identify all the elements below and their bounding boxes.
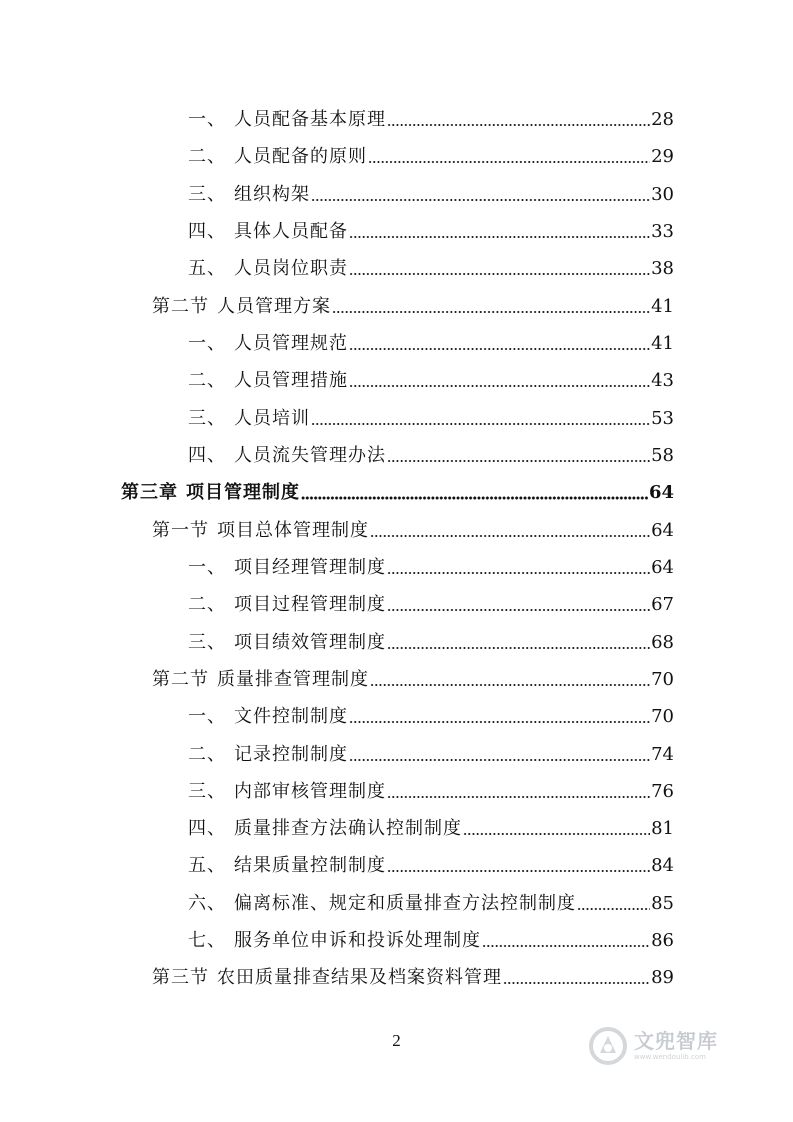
dot-leader	[301, 474, 648, 511]
toc-entry-title: 项目绩效管理制度	[234, 632, 386, 653]
toc-entry[interactable]	[188, 624, 674, 661]
toc-entry-label	[188, 736, 348, 773]
dot-leader	[387, 773, 650, 810]
toc-entry[interactable]	[188, 847, 674, 884]
toc-entry-title: 记录控制制度	[234, 744, 348, 765]
dot-leader	[387, 101, 650, 138]
toc-entry-label	[152, 661, 369, 698]
toc-entry-title: 结果质量控制制度	[234, 855, 386, 876]
toc-entry-page: 30	[651, 184, 674, 205]
toc-entry-number: 二、	[188, 744, 226, 765]
toc-entry[interactable]	[188, 549, 674, 586]
watermark-logo	[588, 1020, 748, 1072]
dot-leader	[349, 362, 650, 399]
toc-entry-title: 文件控制制度	[234, 706, 348, 727]
toc-entry-title: 人员管理方案	[217, 296, 331, 317]
toc-entry-number: 一、	[188, 557, 226, 578]
toc-entry[interactable]	[188, 810, 674, 847]
toc-entry[interactable]	[188, 101, 674, 138]
dot-leader	[311, 400, 650, 437]
toc-entry-label	[152, 959, 502, 996]
toc-entry-number: 四、	[188, 445, 226, 466]
watermark-url: www.wendoulib.com	[634, 1053, 706, 1061]
toc-entry-title: 人员配备基本原理	[234, 109, 386, 130]
toc-entry-page: 67	[651, 594, 674, 615]
toc-entry-label	[188, 549, 386, 586]
toc-entry-page: 70	[651, 706, 674, 727]
toc-entry-label	[121, 474, 300, 511]
toc-entry[interactable]	[188, 922, 674, 959]
toc-entry-label	[188, 810, 462, 847]
toc-entry[interactable]	[188, 176, 674, 213]
toc-entry-label	[152, 288, 331, 325]
toc-entry-title: 项目管理制度	[186, 482, 300, 503]
dot-leader	[503, 959, 650, 996]
toc-entry[interactable]	[188, 698, 674, 735]
toc-entry-title: 人员管理措施	[234, 370, 348, 391]
toc-entry-page: 28	[651, 109, 674, 130]
toc-entry-label	[188, 773, 386, 810]
toc-entry[interactable]	[188, 437, 674, 474]
toc-entry-title: 质量排查方法确认控制制度	[234, 818, 462, 839]
dot-leader	[370, 661, 650, 698]
toc-entry[interactable]	[188, 736, 674, 773]
toc-entry[interactable]	[152, 959, 674, 996]
dot-leader	[349, 213, 650, 250]
toc-entry-title: 具体人员配备	[234, 221, 348, 242]
toc-entry[interactable]	[152, 512, 674, 549]
dot-leader	[349, 250, 650, 287]
toc-entry-number: 第三章	[121, 482, 178, 503]
toc-entry-label	[188, 250, 348, 287]
toc-entry-page: 64	[648, 482, 674, 503]
toc-entry-page: 64	[651, 557, 674, 578]
toc-entry-title: 人员培训	[234, 408, 310, 429]
toc-entry-number: 四、	[188, 221, 226, 242]
toc-entry[interactable]	[188, 586, 674, 623]
toc-entry-label	[188, 885, 576, 922]
toc-entry-number: 二、	[188, 146, 226, 167]
toc-entry-page: 64	[651, 520, 674, 541]
dot-leader	[577, 885, 650, 922]
dot-leader	[349, 736, 650, 773]
toc-entry-page: 89	[651, 967, 674, 988]
toc-entry-label	[188, 400, 310, 437]
toc-entry-number: 三、	[188, 781, 226, 802]
toc-entry-label	[188, 176, 310, 213]
toc-entry-number: 一、	[188, 333, 226, 354]
toc-entry-page: 86	[651, 930, 674, 951]
toc-entry[interactable]	[188, 885, 674, 922]
toc-entry-number: 第一节	[152, 520, 209, 541]
toc-entry[interactable]	[188, 138, 674, 175]
toc-entry-label	[188, 138, 367, 175]
toc-entry-number: 四、	[188, 818, 226, 839]
toc-entry-number: 第三节	[152, 967, 209, 988]
dot-leader	[387, 437, 650, 474]
toc-entry-page: 41	[651, 296, 674, 317]
toc-entry-title: 服务单位申诉和投诉处理制度	[234, 930, 481, 951]
toc-entry-label	[188, 437, 386, 474]
toc-entry-number: 第二节	[152, 296, 209, 317]
toc-entry-page: 53	[651, 408, 674, 429]
toc-entry-page: 76	[651, 781, 674, 802]
dot-leader	[387, 549, 650, 586]
toc-entry-number: 二、	[188, 594, 226, 615]
toc-entry-label	[188, 362, 348, 399]
toc-entry-page: 68	[651, 632, 674, 653]
toc-entry-number: 一、	[188, 706, 226, 727]
toc-entry[interactable]	[152, 288, 674, 325]
dot-leader	[463, 810, 650, 847]
toc-entry-label	[188, 847, 386, 884]
toc-entry-number: 三、	[188, 408, 226, 429]
toc-entry-title: 质量排查管理制度	[217, 669, 369, 690]
toc-entry-title: 内部审核管理制度	[234, 781, 386, 802]
toc-entry-title: 人员岗位职责	[234, 258, 348, 279]
dot-leader	[482, 922, 650, 959]
toc-entry-number: 第二节	[152, 669, 209, 690]
toc-entry[interactable]	[188, 362, 674, 399]
dot-leader	[368, 138, 650, 175]
toc-entry-page: 74	[651, 744, 674, 765]
toc-entry-page: 81	[651, 818, 674, 839]
toc-entry-label	[188, 624, 386, 661]
dot-leader	[387, 847, 650, 884]
toc-entry[interactable]	[152, 661, 674, 698]
toc-entry-page: 70	[651, 669, 674, 690]
toc-entry-page: 43	[651, 370, 674, 391]
toc-entry-page: 29	[651, 146, 674, 167]
toc-entry[interactable]	[121, 474, 674, 511]
toc-entry-number: 二、	[188, 370, 226, 391]
toc-entry-number: 六、	[188, 893, 226, 914]
page-number: 2	[392, 1031, 401, 1050]
toc-entry-label	[188, 325, 348, 362]
toc-entry-title: 农田质量排查结果及档案资料管理	[217, 967, 502, 988]
toc-entry-number: 三、	[188, 184, 226, 205]
watermark-text: 文兜智库	[634, 1029, 718, 1053]
toc-entry-number: 五、	[188, 855, 226, 876]
toc-entry[interactable]	[188, 325, 674, 362]
dot-leader	[349, 698, 650, 735]
toc-entry-number: 一、	[188, 109, 226, 130]
watermark-icon	[588, 1026, 628, 1066]
dot-leader	[387, 586, 650, 623]
toc-entry[interactable]	[188, 250, 674, 287]
toc-entry-label	[188, 101, 386, 138]
toc-entry-title: 组织构架	[234, 184, 310, 205]
toc-entry-label	[152, 512, 369, 549]
dot-leader	[387, 624, 650, 661]
dot-leader	[311, 176, 650, 213]
dot-leader	[349, 325, 650, 362]
toc-entry-page: 85	[651, 893, 674, 914]
toc-entry-title: 项目总体管理制度	[217, 520, 369, 541]
toc-entry-title: 人员配备的原则	[234, 146, 367, 167]
toc-entry-title: 人员管理规范	[234, 333, 348, 354]
toc-entry-number: 三、	[188, 632, 226, 653]
toc-entry-page: 41	[651, 333, 674, 354]
toc-entry-title: 项目经理管理制度	[234, 557, 386, 578]
toc-entry-label	[188, 586, 386, 623]
toc-entry-page: 38	[651, 258, 674, 279]
dot-leader	[370, 512, 650, 549]
toc-entry[interactable]	[188, 400, 674, 437]
toc-entry-number: 五、	[188, 258, 226, 279]
toc-entry-number: 七、	[188, 930, 226, 951]
toc-entry-title: 偏离标准、规定和质量排查方法控制制度	[234, 893, 576, 914]
toc-entry-title: 项目过程管理制度	[234, 594, 386, 615]
toc-entry-page: 58	[651, 445, 674, 466]
toc-entry-title: 人员流失管理办法	[234, 445, 386, 466]
toc-entry-page: 84	[651, 855, 674, 876]
dot-leader	[332, 288, 650, 325]
toc-entry-label	[188, 698, 348, 735]
toc-entry[interactable]	[188, 773, 674, 810]
toc-entry[interactable]	[188, 213, 674, 250]
toc-entry-label	[188, 213, 348, 250]
toc-entry-page: 33	[651, 221, 674, 242]
toc-entry-label	[188, 922, 481, 959]
